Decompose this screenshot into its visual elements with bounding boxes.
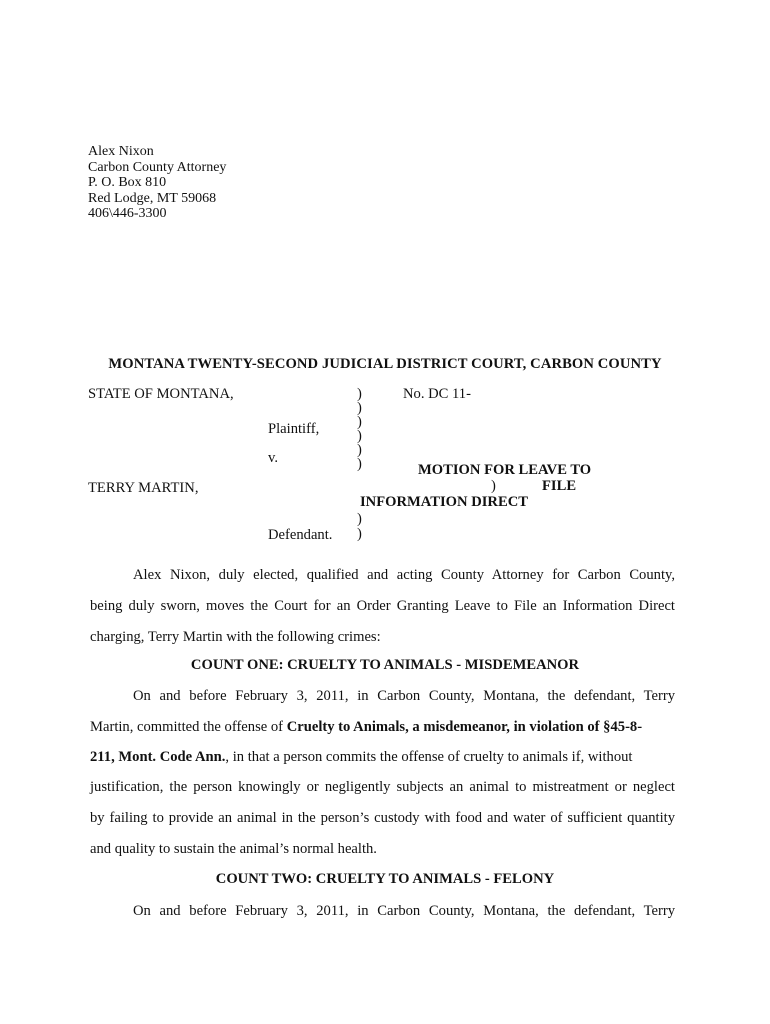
caption-plaintiff: Plaintiff,: [268, 421, 320, 437]
count-one-line: On and before February 3, 2011, in Carbon County, Montana, the defendant, Terry: [133, 688, 675, 704]
caption-versus: v.: [268, 450, 278, 466]
count-one-text: Martin, committed the offense of: [90, 719, 287, 735]
motion-title-line1: MOTION FOR LEAVE TO: [418, 462, 592, 478]
intro-line: being duly sworn, moves the Court for an Order Granting Leave to File an Information Direct: [90, 598, 675, 614]
motion-title-line3: INFORMATION DIRECT: [360, 494, 528, 510]
caption-state: STATE OF MONTANA,: [88, 386, 234, 402]
count-one-line: [90, 719, 642, 736]
count-one-line: by failing to provide an animal in the person’s custody with food and water of sufficient quantity: [90, 810, 675, 826]
caption-paren: ): [357, 386, 362, 402]
attorney-title: Carbon County Attorney: [88, 159, 227, 175]
attorney-header: [88, 144, 226, 222]
count-two-heading: COUNT TWO: CRUELTY TO ANIMALS - FELONY: [215, 871, 555, 887]
caption-paren: ): [357, 526, 362, 542]
caption-defendant: Defendant.: [268, 527, 333, 543]
caption-paren: ): [357, 456, 362, 472]
count-one-text: , in that a person commits the offense of cruelty to animals if, without: [225, 749, 633, 765]
intro-line: Alex Nixon, duly elected, qualified and acting County Attorney for Carbon County,: [133, 567, 675, 583]
count-one-line: [90, 749, 632, 766]
attorney-name: Alex Nixon: [88, 144, 154, 159]
caption-paren: ): [491, 478, 496, 494]
count-one-statute: 211, Mont. Code Ann.: [90, 749, 226, 765]
caption-paren: ): [357, 400, 362, 416]
attorney-po-box: P. O. Box 810: [88, 175, 167, 190]
attorney-phone: 406\446-3300: [88, 206, 167, 221]
caption-paren: ): [357, 428, 362, 444]
caption-paren: ): [357, 414, 362, 430]
count-one-line: justification, the person knowingly or negligently subjects an animal to mistreatment or neglect: [90, 779, 675, 795]
caption-paren: ): [357, 442, 362, 458]
intro-line: charging, Terry Martin with the following crimes:: [90, 629, 381, 645]
count-one-line: and quality to sustain the animal’s normal health.: [90, 841, 377, 857]
court-title: MONTANA TWENTY-SECOND JUDICIAL DISTRICT COURT, CARBON COUNTY: [108, 356, 662, 372]
case-number: No. DC 11-: [403, 386, 471, 402]
caption-paren: ): [357, 511, 362, 527]
caption-defendant-name: TERRY MARTIN,: [88, 480, 199, 496]
motion-title-line2: FILE: [542, 478, 577, 494]
count-two-line: On and before February 3, 2011, in Carbon County, Montana, the defendant, Terry: [133, 903, 675, 919]
count-one-heading: COUNT ONE: CRUELTY TO ANIMALS - MISDEMEANOR: [190, 657, 580, 673]
attorney-city: Red Lodge, MT 59068: [88, 190, 217, 206]
count-one-charge: Cruelty to Animals, a misdemeanor, in violation of §45-8-: [286, 719, 643, 735]
